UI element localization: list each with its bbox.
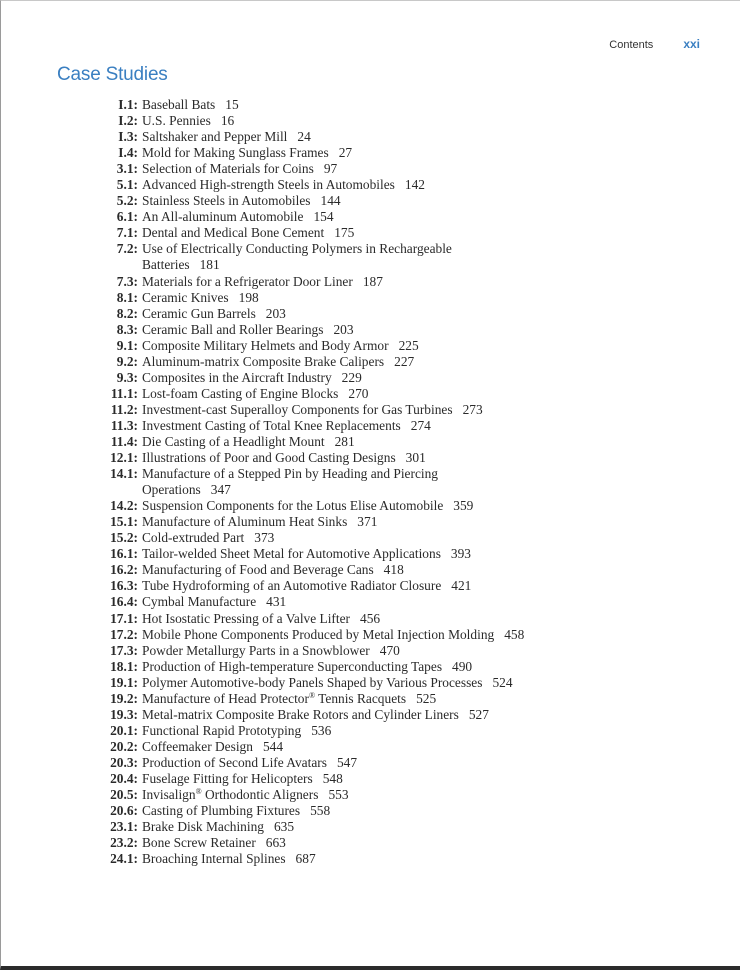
case-study-number: 15.2: (110, 530, 138, 546)
case-study-number: 6.1: (116, 209, 138, 225)
case-study-text (142, 241, 527, 273)
case-study-entry (0, 241, 741, 273)
case-study-page: 635 (273, 819, 295, 835)
case-study-entry (0, 466, 741, 498)
case-study-number: 20.2: (110, 738, 138, 754)
case-study-page: 525 (416, 690, 437, 706)
case-study-title: Coffeemaker Design (142, 738, 253, 754)
case-study-title: Fuselage Fitting for Helicopters (142, 770, 313, 786)
case-study-entry (0, 306, 741, 322)
case-study-title: Brake Disk Machining (142, 819, 264, 835)
case-study-number: I.2: (118, 113, 138, 129)
case-study-entry (0, 691, 741, 707)
case-study-page: 301 (405, 450, 426, 466)
case-study-text (142, 803, 527, 819)
case-study-title: Baseball Bats (142, 97, 216, 112)
case-study-entry (0, 418, 741, 434)
case-study-title: Illustrations of Poor and Good Casting Designs (142, 450, 396, 466)
case-study-title: Use of Electrically Conducting Polymers in Rechargeable Batteries (142, 241, 452, 273)
case-study-entry (0, 546, 741, 562)
case-study-page: 431 (266, 594, 287, 610)
case-study-page: 373 (254, 530, 275, 546)
case-study-number: 23.2: (110, 835, 138, 851)
case-study-text (142, 819, 527, 835)
case-study-title: Investment-cast Superalloy Components for Gas Turbines (142, 401, 453, 417)
case-study-number: 16.3: (110, 578, 138, 594)
case-study-text (142, 418, 527, 434)
case-study-text (142, 402, 527, 418)
case-study-title: Tailor-welded Sheet Metal for Automotive Applications (142, 546, 441, 562)
case-study-text (142, 675, 527, 691)
case-study-page: 229 (341, 369, 362, 385)
case-study-entry (0, 755, 741, 771)
case-study-number: 20.1: (110, 722, 138, 738)
case-study-title: Bone Screw Retainer (142, 835, 256, 851)
case-study-title: Powder Metallurgy Parts in a Snowblower (142, 642, 370, 658)
case-study-entry (0, 739, 741, 755)
case-study-title: Stainless Steels in Automobiles (142, 193, 311, 209)
case-study-page: 227 (394, 353, 415, 369)
case-study-entry (0, 450, 741, 466)
case-study-text (142, 177, 527, 193)
case-study-page: 203 (333, 321, 354, 337)
case-study-title-rest: Tennis Racquets (315, 690, 407, 706)
case-study-title: Broaching Internal Splines (142, 851, 286, 867)
case-study-title: Invisalign (142, 787, 196, 803)
case-study-page: 24 (297, 129, 311, 145)
case-study-page: 536 (311, 722, 332, 738)
case-study-entry (0, 594, 741, 610)
case-study-title: Production of Second Life Avatars (142, 754, 327, 770)
case-study-page: 273 (462, 401, 483, 417)
case-study-text (142, 466, 527, 498)
case-study-page: 181 (199, 257, 220, 273)
case-study-entry (0, 145, 741, 161)
case-study-title: Casting of Plumbing Fixtures (142, 803, 301, 819)
case-study-number: 17.2: (110, 626, 138, 642)
case-study-page: 421 (451, 578, 472, 594)
case-study-page: 203 (265, 305, 286, 321)
case-study-title: Manufacture of a Stepped Pin by Heading and Piercing Operations (142, 466, 438, 498)
case-study-entry (0, 787, 741, 803)
case-study-page: 371 (357, 514, 378, 530)
case-study-number: 20.5: (110, 787, 138, 803)
case-study-entry (0, 338, 741, 354)
case-study-entry (0, 675, 741, 691)
case-study-title: An All-aluminum Automobile (142, 209, 304, 225)
case-study-title: Materials for a Refrigerator Door Liner (142, 273, 353, 289)
case-study-text (142, 209, 527, 225)
case-study-page: 347 (210, 482, 231, 498)
case-study-entry (0, 161, 741, 177)
case-study-number: 8.3: (116, 321, 138, 337)
case-study-page: 187 (362, 273, 383, 289)
case-study-number: 9.2: (116, 353, 138, 369)
case-study-title: Manufacturing of Food and Beverage Cans (142, 562, 374, 578)
case-study-text (142, 97, 527, 113)
case-study-title: Advanced High-strength Steels in Automobiles (142, 177, 395, 193)
case-study-number: 11.1: (110, 385, 138, 401)
case-study-page: 359 (453, 498, 474, 514)
case-study-title: Production of High-temperature Superconducting Tapes (142, 658, 443, 674)
case-study-entry (0, 611, 741, 627)
case-study-title: Functional Rapid Prototyping (142, 722, 302, 738)
case-study-page: 15 (225, 97, 239, 112)
case-study-page: 663 (265, 835, 286, 851)
case-study-page: 225 (398, 337, 419, 353)
case-study-entry (0, 434, 741, 450)
case-study-number: 8.1: (116, 289, 138, 305)
case-study-text (142, 370, 527, 386)
case-study-number: 11.2: (110, 401, 138, 417)
case-study-title: Die Casting of a Headlight Mount (142, 433, 325, 449)
case-study-number: 14.2: (110, 498, 138, 514)
case-study-page: 281 (334, 433, 355, 449)
case-study-title: Selection of Materials for Coins (142, 161, 314, 177)
case-study-page: 548 (322, 770, 343, 786)
case-study-page: 270 (348, 385, 369, 401)
case-study-entry (0, 627, 741, 643)
case-study-page: 558 (310, 803, 331, 819)
case-study-page: 16 (220, 113, 235, 129)
case-study-page: 175 (334, 225, 355, 241)
case-study-text (142, 113, 527, 129)
case-study-number: 20.4: (110, 770, 138, 786)
case-study-entry (0, 322, 741, 338)
case-study-number: 12.1: (110, 450, 138, 466)
case-study-text (142, 290, 527, 306)
case-study-page: 490 (452, 658, 473, 674)
case-study-title: Ceramic Knives (142, 289, 229, 305)
case-study-page: 27 (338, 145, 353, 161)
case-study-page: 154 (313, 209, 334, 225)
case-study-entry (0, 225, 741, 241)
case-study-entry (0, 707, 741, 723)
case-study-title: Investment Casting of Total Knee Replacements (142, 417, 401, 433)
case-study-number: 3.1: (116, 161, 138, 177)
case-study-entry (0, 370, 741, 386)
case-study-text (142, 578, 527, 594)
case-study-page: 418 (383, 562, 404, 578)
case-study-title: Tube Hydroforming of an Automotive Radiator Closure (142, 578, 442, 594)
case-study-entry (0, 562, 741, 578)
case-study-entry (0, 354, 741, 370)
case-study-page: 547 (336, 754, 358, 770)
case-study-number: 11.3: (110, 417, 138, 433)
case-study-page: 144 (320, 193, 341, 209)
case-study-number: I.3: (118, 129, 138, 145)
case-study-page: 142 (404, 177, 425, 193)
case-study-number: 14.1: (110, 466, 138, 482)
case-study-number: 9.3: (116, 369, 138, 385)
case-study-number: 17.3: (110, 642, 138, 658)
case-study-number: 19.3: (110, 706, 138, 722)
case-study-number: 5.2: (116, 193, 138, 209)
registered-mark: ® (195, 787, 202, 797)
case-study-page: 458 (504, 626, 525, 642)
case-study-number: 8.2: (116, 305, 138, 321)
case-study-number: 15.1: (110, 514, 138, 530)
case-study-number: I.1: (118, 97, 138, 112)
case-study-text (142, 691, 527, 707)
case-study-number: 20.3: (110, 754, 138, 770)
case-study-entry (0, 771, 741, 787)
case-study-text (142, 514, 527, 530)
case-study-number: 16.1: (110, 546, 138, 562)
case-study-entry (0, 643, 741, 659)
case-study-number: 20.6: (110, 803, 138, 819)
case-study-number: 7.3: (116, 273, 138, 289)
case-study-entry (0, 514, 741, 530)
case-study-text (142, 771, 527, 787)
case-study-entry (0, 835, 741, 851)
case-study-title: Polymer Automotive-body Panels Shaped by Various Processes (142, 674, 483, 690)
case-study-number: 7.2: (116, 241, 138, 257)
case-study-title: Ceramic Gun Barrels (142, 305, 256, 321)
case-study-entry (0, 803, 741, 819)
case-study-title: Manufacture of Aluminum Heat Sinks (142, 514, 348, 530)
case-study-title: Aluminum-matrix Composite Brake Calipers (142, 353, 385, 369)
case-study-text (142, 129, 527, 145)
case-study-title: Lost-foam Casting of Engine Blocks (142, 385, 339, 401)
case-study-page: 274 (410, 417, 431, 433)
running-head-label: Contents (609, 39, 654, 51)
case-study-title: Manufacture of Head Protector (142, 690, 309, 706)
case-study-title: Saltshaker and Pepper Mill (142, 129, 288, 145)
case-study-page: 393 (450, 546, 471, 562)
case-study-text (142, 707, 527, 723)
case-study-text (142, 450, 527, 466)
case-study-text (142, 627, 527, 643)
case-study-text (142, 193, 527, 209)
case-study-page: 524 (492, 674, 513, 690)
case-study-text (142, 787, 527, 803)
case-study-title: Cymbal Manufacture (142, 594, 257, 610)
case-study-number: 5.1: (116, 177, 138, 193)
case-study-text (142, 851, 527, 867)
case-study-title: Composite Military Helmets and Body Armor (142, 337, 389, 353)
registered-mark: ® (308, 690, 316, 700)
case-study-page: 470 (379, 642, 400, 658)
case-study-text (142, 530, 527, 546)
case-study-number: 19.1: (110, 674, 138, 690)
case-study-title: Suspension Components for the Lotus Elise Automobile (142, 498, 444, 514)
case-study-number: 18.1: (110, 658, 138, 674)
case-study-entry (0, 723, 741, 739)
case-study-title: Metal-matrix Composite Brake Rotors and Cylinder Liners (142, 706, 459, 722)
case-study-number: 16.4: (110, 594, 138, 610)
case-study-text (142, 835, 527, 851)
case-study-text (142, 338, 527, 354)
case-study-entry (0, 578, 741, 594)
case-study-title: Ceramic Ball and Roller Bearings (142, 321, 324, 337)
case-study-text (142, 659, 527, 675)
case-study-text (142, 755, 527, 771)
case-study-number: 9.1: (116, 337, 138, 353)
case-study-number: 23.1: (110, 819, 138, 835)
case-study-page: 687 (295, 851, 316, 867)
case-study-page: 198 (238, 289, 259, 305)
case-study-entry (0, 193, 741, 209)
case-study-text (142, 562, 527, 578)
case-study-title: Composites in the Aircraft Industry (142, 369, 332, 385)
case-study-number: 11.4: (110, 433, 138, 449)
case-study-entry (0, 819, 741, 835)
case-study-text (142, 161, 527, 177)
running-head (609, 37, 700, 51)
case-study-page: 456 (360, 610, 381, 626)
case-study-text (142, 611, 527, 627)
case-study-text (142, 274, 527, 290)
case-study-number: 17.1: (110, 610, 138, 626)
case-study-text (142, 546, 527, 562)
case-study-text (142, 306, 527, 322)
case-study-text (142, 498, 527, 514)
case-study-number: 16.2: (110, 562, 138, 578)
case-study-entry (0, 851, 741, 867)
case-study-title: Cold-extruded Part (142, 530, 245, 546)
case-study-entry (0, 113, 741, 129)
case-study-page: 553 (328, 787, 349, 803)
case-study-page: 527 (468, 706, 489, 722)
case-study-text (142, 434, 527, 450)
case-study-entry (0, 177, 741, 193)
case-study-text (142, 322, 527, 338)
case-study-text (142, 643, 527, 659)
case-study-entry (0, 129, 741, 145)
case-study-title: Mold for Making Sunglass Frames (142, 145, 329, 161)
case-study-entry (0, 386, 741, 402)
case-study-entry (0, 498, 741, 514)
case-study-entry (0, 97, 741, 113)
case-study-page: 97 (323, 161, 338, 177)
case-study-text (142, 354, 527, 370)
case-study-entry (0, 402, 741, 418)
page-number: xxi (683, 37, 700, 51)
case-study-list (0, 97, 741, 867)
case-study-title: Hot Isostatic Pressing of a Valve Lifter (142, 610, 351, 626)
case-study-title: Dental and Medical Bone Cement (142, 225, 325, 241)
section-title: Case Studies (57, 64, 168, 85)
case-study-title-rest: Orthodontic Aligners (201, 787, 319, 803)
case-study-entry (0, 209, 741, 225)
case-study-entry (0, 659, 741, 675)
case-study-entry (0, 290, 741, 306)
case-study-title: U.S. Pennies (142, 113, 211, 129)
case-study-page: 544 (262, 738, 284, 754)
case-study-text (142, 145, 527, 161)
case-study-number: 7.1: (116, 225, 138, 241)
case-study-text (142, 386, 527, 402)
case-study-entry (0, 274, 741, 290)
case-study-text (142, 723, 527, 739)
case-study-number: 24.1: (110, 851, 138, 867)
case-study-entry (0, 530, 741, 546)
case-study-text (142, 739, 527, 755)
case-study-number: I.4: (118, 145, 138, 161)
case-study-number: 19.2: (110, 690, 138, 706)
case-study-text (142, 594, 527, 610)
case-study-title: Mobile Phone Components Produced by Metal Injection Molding (142, 626, 495, 642)
case-study-text (142, 225, 527, 241)
